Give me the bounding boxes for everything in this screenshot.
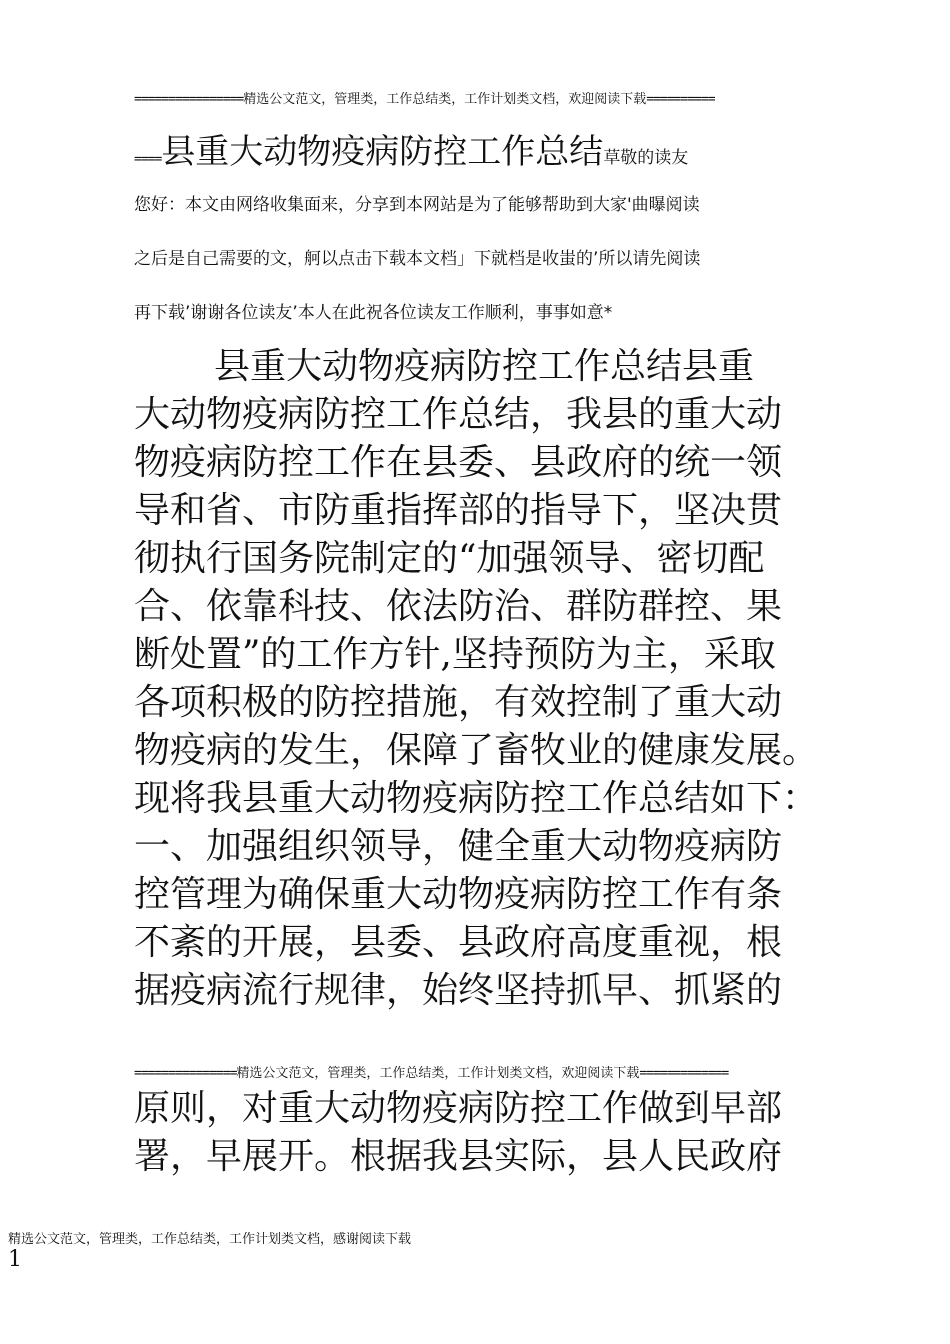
mid-rule-right: ============= <box>639 1066 729 1081</box>
body-line: 各项积极的防控措施，有效控制了重大动 <box>134 682 783 723</box>
body-line: 合、依靠科技、依法防治、群防群控、果 <box>134 586 783 627</box>
title-line <box>134 124 688 173</box>
body-line: 彻执行国务院制定的“加强领导、密切配 <box>134 538 765 579</box>
body-line: 署，早展开。根据我县实际，县人民政府 <box>134 1136 783 1177</box>
intro-line: 再下载’谢谢各位读友’本人在此祝各位读友工作顺利，事事如意* <box>134 303 613 323</box>
body-line: 断处置”的工作方针,坚持预防为主，采取 <box>134 634 776 675</box>
body-line: 据疫病流行规律，始终坚持抓早、抓紧的 <box>134 970 783 1011</box>
body-line: 原则，对重大动物疫病防控工作做到早部 <box>134 1088 783 1129</box>
body-line: 导和省、市防重指挥部的指导下，坚决贯 <box>134 490 783 531</box>
mid-rule-left: =============== <box>134 1066 237 1081</box>
body-line: 一、加强组织领导，健全重大动物疫病防 <box>134 826 783 867</box>
footer-text: 精选公文范文，管理类，工作总结类，工作计划类文档，感谢阅读下载 <box>8 1232 412 1247</box>
header-banner-text: 精选公文范文，管理类，工作总结类，工作计划类文档，欢迎阅读下载 <box>243 92 647 107</box>
body-line: 大动物疫病防控工作总结，我县的重大动 <box>134 394 783 435</box>
intro-line: 之后是自己需要的文，舸以点击下载本文档」下就档是收蚩的’所以请先阅读 <box>134 249 701 269</box>
body-line: 物疫病防控工作在县委、县政府的统一领 <box>134 442 783 483</box>
body-line: 物疫病的发生，保障了畜牧业的健康发展。 <box>134 730 819 771</box>
header-rule-left: ================ <box>134 92 244 107</box>
body-line: 不紊的开展，县委、县政府高度重视，根 <box>134 922 783 963</box>
greeting-text: 草敬的读友 <box>603 148 689 168</box>
title-rule: ==== <box>134 152 162 167</box>
page-title: 县重大动物疫病防控工作总结 <box>161 132 604 172</box>
body-line: 县重大动物疫病防控工作总结县重 <box>214 346 755 387</box>
intro-line: 您好：本文由网络收集面来，分享到本网站是为了能够帮助到大家'曲曝阅读 <box>134 195 700 215</box>
mid-banner-text: 精选公文范文，管理类，工作总结类，工作计划类文档，欢迎阅读下载 <box>236 1066 640 1081</box>
body-line: 控管理为确保重大动物疫病防控工作有条 <box>134 874 783 915</box>
body-line: 现将我县重大动物疫病防控工作总结如下： <box>134 778 819 819</box>
header-banner <box>134 88 715 107</box>
page-number: 1 <box>8 1247 22 1272</box>
header-rule-right: ========== <box>646 92 715 107</box>
page-break-banner <box>134 1062 728 1081</box>
